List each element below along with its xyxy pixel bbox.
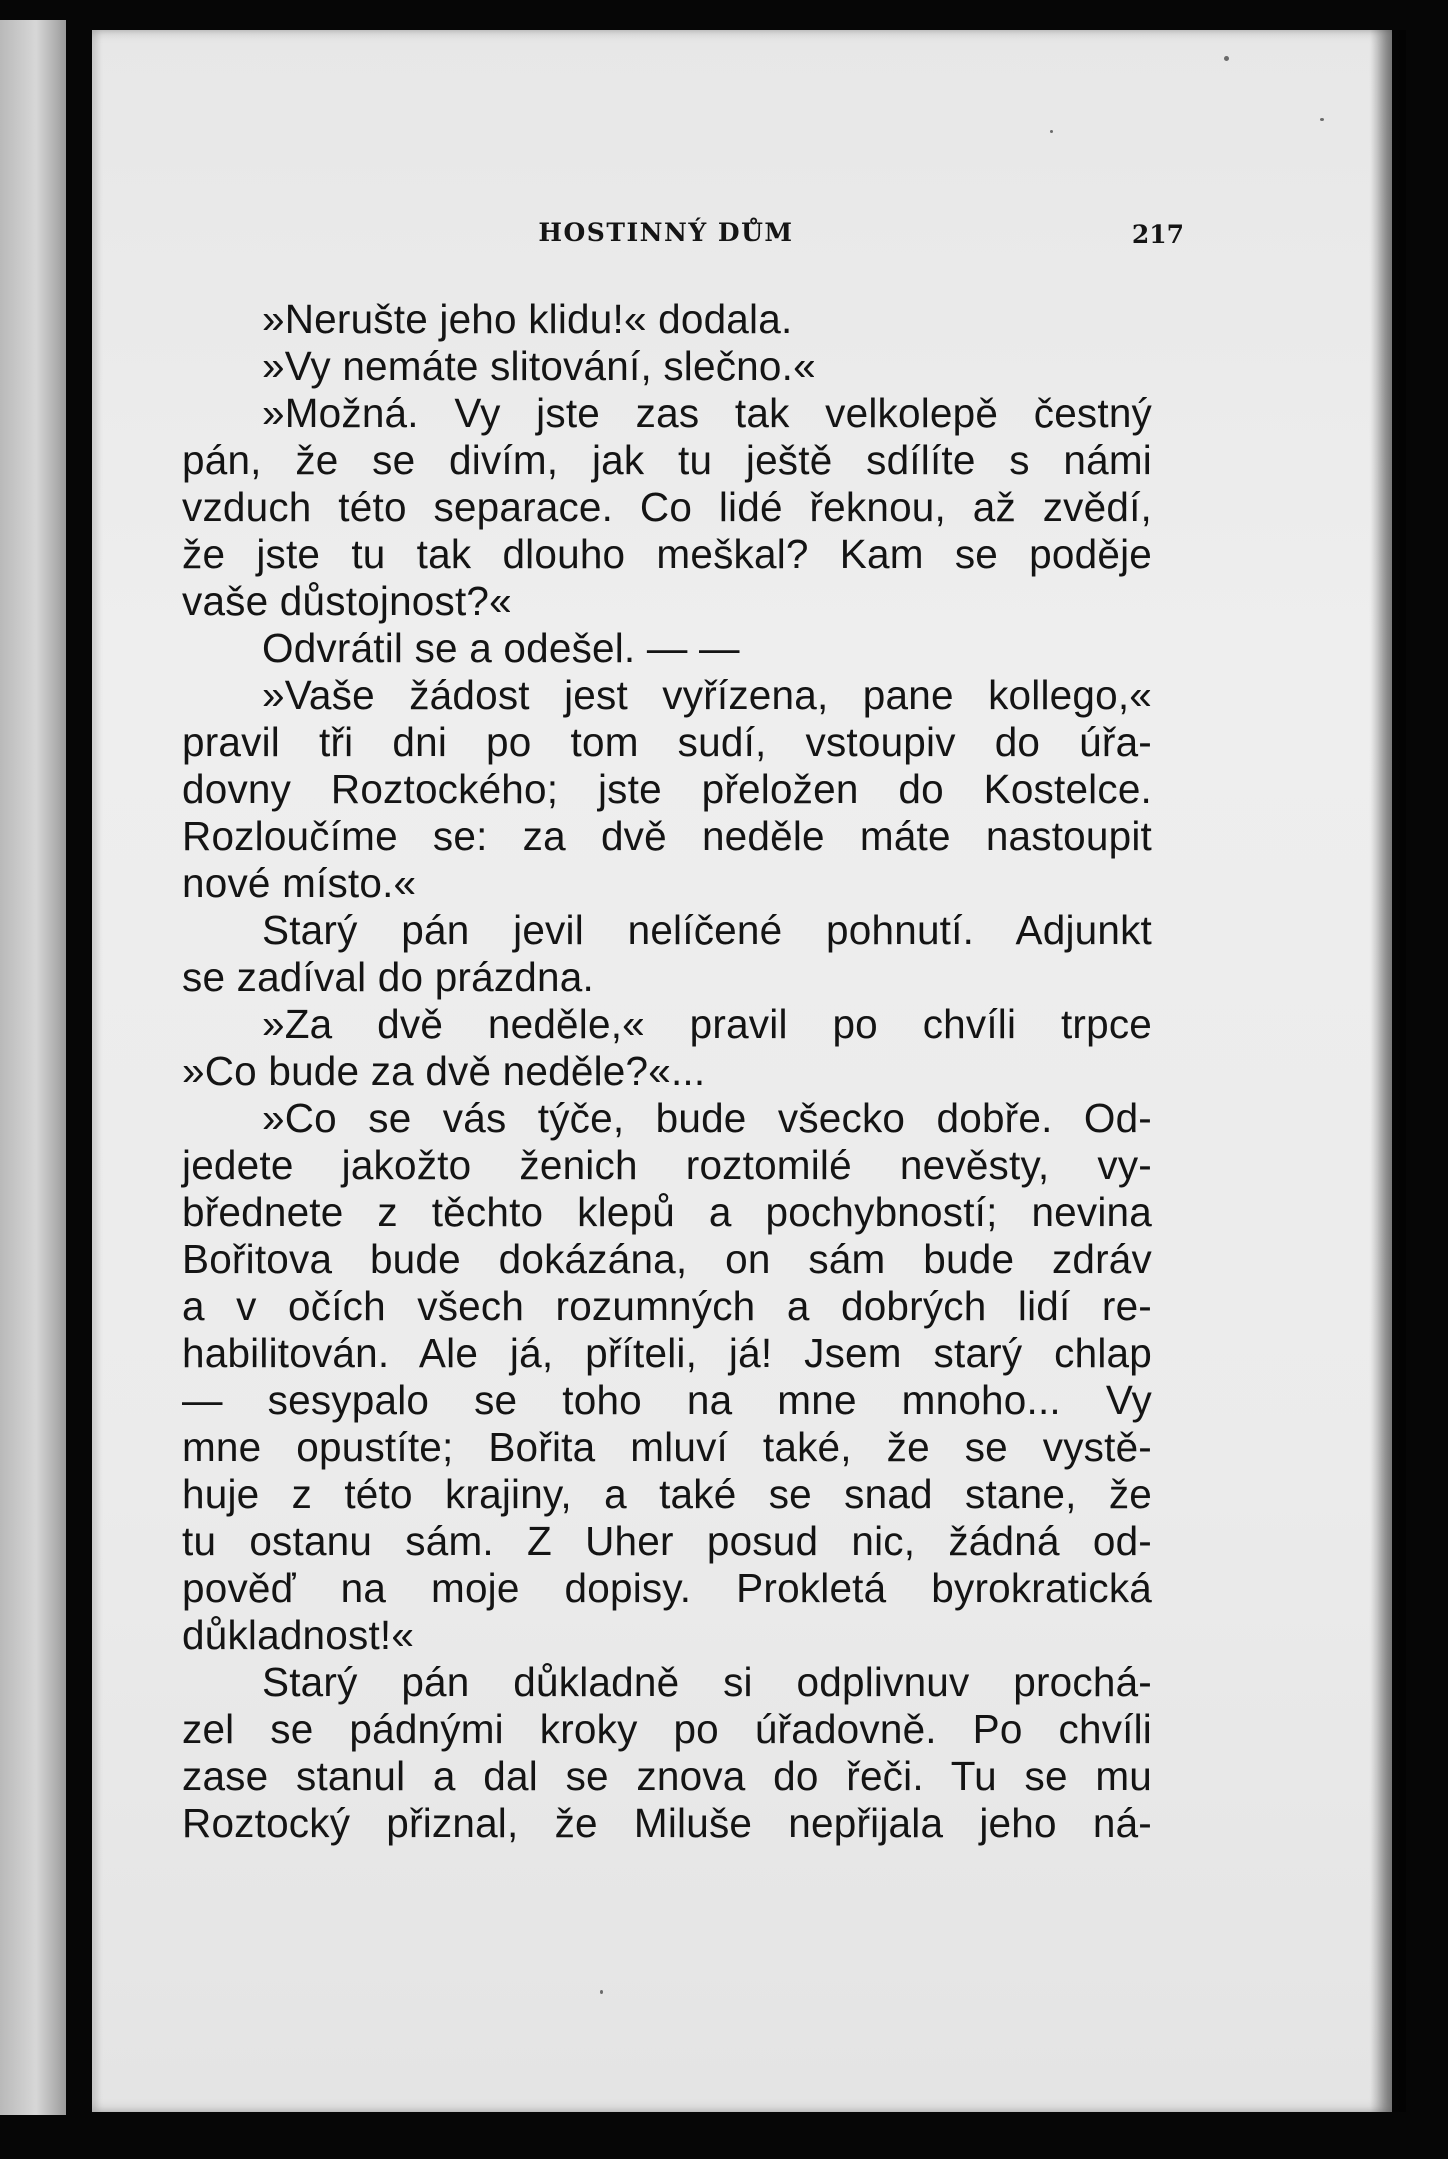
text-line: »Vaše žádost jest vyřízena, pane kollego,« — [262, 672, 1152, 718]
page-number: 217 — [1131, 220, 1184, 249]
text-line: Starý pán jevil nelíčené pohnutí. Adjunkt — [262, 907, 1152, 953]
text-line: — sesypalo se toho na mne mnoho... Vy — [182, 1377, 1152, 1423]
page-gutter-shadow — [1370, 30, 1406, 2112]
text-line: pán, že se divím, jak tu ještě sdílíte s námi — [182, 437, 1152, 483]
text-line: »Co se vás týče, bude všecko dobře. Od- — [262, 1095, 1152, 1141]
text-line: břednete z těchto klepů a pochybností; nevina — [182, 1189, 1152, 1235]
body-text — [182, 296, 1152, 1847]
text-line: »Možná. Vy jste zas tak velkolepě čestný — [262, 390, 1152, 436]
text-line: že jste tu tak dlouho meškal? Kam se poděje — [182, 531, 1152, 577]
text-line: tu ostanu sám. Z Uher posud nic, žádná od- — [182, 1518, 1152, 1564]
text-line: huje z této krajiny, a také se snad stane, že — [182, 1471, 1152, 1517]
text-line: jedete jakožto ženich roztomilé nevěsty, vy- — [182, 1142, 1152, 1188]
text-line: a v očích všech rozumných a dobrých lidí re- — [182, 1283, 1152, 1329]
speck — [600, 1990, 603, 1994]
text-line: Roztocký přiznal, že Miluše nepřijala jeho ná- — [182, 1800, 1152, 1846]
text-line: mne opustíte; Bořita mluví také, že se vystě- — [182, 1424, 1152, 1470]
text-line: »Nerušte jeho klidu!« dodala. — [262, 296, 793, 342]
text-line: důkladnost!« — [182, 1612, 415, 1658]
text-line: »Vy nemáte slitování, slečno.« — [262, 343, 816, 389]
text-line: pověď na moje dopisy. Prokletá byrokratická — [182, 1565, 1152, 1611]
text-line: »Za dvě neděle,« pravil po chvíli trpce — [262, 1001, 1152, 1047]
speck — [1320, 118, 1324, 121]
text-line: Starý pán důkladně si odplivnuv prochá- — [262, 1659, 1152, 1705]
previous-page-edge — [0, 20, 66, 2115]
text-line: zel se pádnými kroky po úřadovně. Po chvíli — [182, 1706, 1152, 1752]
text-line: pravil tři dni po tom sudí, vstoupiv do úřa- — [182, 719, 1152, 765]
text-line: dovny Roztockého; jste přeložen do Kostelce. — [182, 766, 1152, 812]
text-line: se zadíval do prázdna. — [182, 954, 594, 1000]
speck — [1050, 130, 1053, 133]
text-line: vzduch této separace. Co lidé řeknou, až zvědí, — [182, 484, 1152, 530]
text-line: nové místo.« — [182, 860, 417, 906]
speck — [1224, 56, 1229, 61]
text-line: zase stanul a dal se znova do řeči. Tu se mu — [182, 1753, 1152, 1799]
text-line: Odvrátil se a odešel. — — — [262, 625, 740, 671]
text-line: »Co bude za dvě neděle?«... — [182, 1048, 706, 1094]
text-line: Rozloučíme se: za dvě neděle máte nastoupit — [182, 813, 1152, 859]
running-header — [180, 212, 1184, 260]
running-title: HOSTINNÝ DŮM — [538, 218, 794, 247]
text-line: Bořitova bude dokázána, on sám bude zdráv — [182, 1236, 1152, 1282]
text-line: vaše důstojnost?« — [182, 578, 512, 624]
text-line: habilitován. Ale já, příteli, já! Jsem starý chlap — [182, 1330, 1152, 1376]
